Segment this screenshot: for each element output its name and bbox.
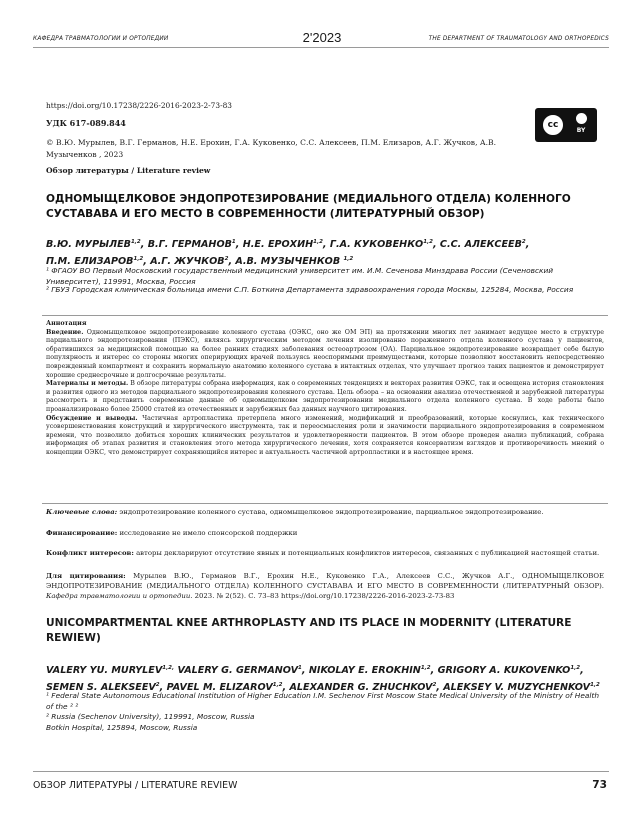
article-title-ru: ОДНОМЫЩЕЛКОВОЕ ЭНДОПРОТЕЗИРОВАНИЕ (МЕДИАЛЬНОГО ОТДЕЛА) КОЛЕННОГО СУСТАВАВА И ЕГО МЕСТО В СОВРЕМЕННОСТИ (ЛИТЕРАТУРНЫЙ ОБЗОР) — [46, 193, 571, 220]
footer-divider — [33, 771, 609, 772]
keywords-text: эндопротезирование коленного сустава, одномыщелковое эндопротезирование, парциальное эндопротезирование. — [117, 508, 544, 516]
keywords — [46, 508, 606, 516]
affiliation-ru-1: ¹ ФГАОУ ВО Первый Московский государственный медицинский университет им. И.М. Сеченова Минздрава России (Сеченовский Университет), 119991, Москва, Россия — [46, 266, 554, 286]
copyright-line: © В.Ю. Мурылев, В.Г. Германов, Н.Е. Ерохин, Г.А. Куковенко, С.С. Алексеев, П.М. Елизаров, А.Г. Жучков, А.В. Музыченков , 2023 — [46, 138, 497, 159]
citation-journal: Кафедра травматологии и ортопедии. — [46, 592, 193, 600]
issue-number: 2'2023 — [302, 30, 342, 45]
abstract-text — [46, 320, 604, 458]
abstract-box — [42, 315, 608, 504]
footer-section: ОБЗОР ЛИТЕРАТУРЫ / LITERATURE REVIEW — [33, 780, 238, 791]
conflict-of-interest — [46, 549, 606, 557]
citation — [46, 571, 604, 601]
journal-header-right: THE DEPARTMENT OF TRAUMATOLOGY AND ORTHOPEDICS — [428, 36, 609, 42]
page-number: 73 — [592, 779, 607, 791]
journal-header-left: КАФЕДРА ТРАВМАТОЛОГИИ И ОРТОПЕДИИ — [33, 36, 169, 42]
funding-label: Финансирование: — [46, 529, 118, 537]
keywords-label: Ключевые слова: — [46, 508, 118, 516]
citation-tail: 2023. № 2(52). С. 73–83 https://doi.org/10.17238/2226-2016-2023-2-73-83 — [192, 592, 455, 600]
cc-by-license-badge[interactable] — [535, 108, 597, 142]
methods-label: Материалы и методы. — [46, 380, 129, 388]
conflict-text: авторы декларируют отсутствие явных и потенциальных конфликтов интересов, связанных с публикацией настоящей статьи. — [133, 549, 600, 557]
person-icon — [576, 113, 587, 124]
conflict-label: Конфликт интересов: — [46, 549, 134, 557]
funding — [46, 529, 606, 537]
discussion-label: Обсуждение и выводы. — [46, 414, 138, 422]
cc-icon: cc — [541, 113, 565, 137]
by-icon — [570, 113, 592, 137]
authors-ru: В.Ю. МУРЫЛЕВ$^{1,2}$, В.Г. ГЕРМАНОВ$^1$, Н.Е. ЕРОХИН$^{1,2}$, Г.А. КУКОВЕНКО$^{1,2}$, С.С. АЛЕКСЕЕВ$^2$, П.М. ЕЛИЗАРОВ$^{1,2}$, А.Г. ЖУЧКОВ$^2$, А.В. МУЗЫЧЕНКОВ $^{1,2}$ — [46, 239, 530, 268]
discussion-text: Частичная артропластика претерпела много изменений, модификаций и преобразований, которые коснулись, как технического усовершенствования конструкций и хирургического инструмента, так и переосмысления роли и значимости парциального эндопротезирования в современном времени, что позволило добиться хороших клинических результатов и удовлетворенности пациентов. В этом обзоре проведен анализ публикаций, собрана информация об этапах развития и становления этого метода хирургического лечения, хотя сохраняется консерватизм взглядов и противоречивость мнений о концепции ОЭКС, что демонстрирует сохраняющийся интерес и актуальность частичной артропластики и в настоящее время. — [46, 414, 604, 456]
affiliation-en-2: ² Russia (Sechenov University), 119991, Moscow, Russia Botkin Hospital, 125894, Moscow, Russia — [46, 712, 255, 732]
methods-text: В обзоре литературы собрана информация, как о современных тенденциях и векторах развития ОЭКС, так и освещена история становления и развития одного из методов парциального эндопротезирования коленного сустава. Цель обзора – на основании анализа отечественной и зарубежной литературы рассмотреть и представить современные данные об одномыщелковм эндопротезировании медиального отдела коленного сустава. В ходе работы было проанализировано более 25000 статей из отечественных и зарубежных баз данных научного цитирования. — [46, 380, 604, 413]
udk-code: УДК 617-089.844 — [46, 118, 126, 128]
citation-label: Для цитирования: — [46, 572, 126, 580]
abstract-heading: Аннотация — [46, 320, 87, 327]
authors-en: VALERY YU. $MURYLEV^{1,2,}$ VALERY G. GERMANOV$^1$, NIKOLAY E. EROKHIN$^{1,2}$, GRIGORY A. KUKOVENKO$^{1,2}$, SEMEN S. ALEKSEEV$^2$, PAVEL M. ELIZAROV$^{1,2}$, ALEXANDER G. ZHUCHKOV$^2$, ALEKSEY V. MUZYCHENKOV$^{1,2}$ — [46, 665, 600, 694]
article-title-en: UNICOMPARTMENTAL KNEE ARTHROPLASTY AND ITS PLACE IN MODERNITY (LITERATURE REWIEW) — [46, 617, 572, 644]
affiliation-ru-2: ² ГБУЗ Городская клиническая больница имени С.П. Боткина Департамента здравоохранения города Москвы, 125284, Москва, Россия — [46, 285, 574, 294]
citation-text: Мурылев В.Ю., Германов В.Г., Ерохин Н.Е., Куковенко Г.А., Алексеев С.С., Жучков А.Г., ОДНОМЫЩЕЛКОВОЕ ЭНДОПРОТЕЗИРОВАНИЕ (МЕДИАЛЬНОГО ОТДЕЛА) КОЛЕННОГО СУСТАВАВА И ЕГО МЕСТО В СОВРЕМЕННОСТИ (ЛИТЕРАТУРНЫЙ ОБЗОР). — [46, 572, 604, 590]
doi-link[interactable]: https://doi.org/10.17238/2226-2016-2023-2-73-83 — [46, 101, 232, 110]
intro-label: Введение. — [46, 328, 84, 336]
header-divider — [33, 47, 609, 48]
by-label: BY — [570, 127, 592, 134]
intro-text: Одномыщелковое эндопротезирование коленного сустава (ОЭКС, оно же ОМ ЭП) на протяжении многих лет занимает ведущее место в структуре парциального эндопротезирования (ПЭКС), являясь хирургическим методом лечения изолированно пораженного отдела коленного сустава у пациентов, обратившихся за медицинской помощью на более ранних стадиях заболевания остеоартрозом (ОА). Парциальное эндопротезирование возвращает себе былую популярность и интерес со стороны многих оперирующих врачей пользуясь неоспоримыми преимуществами, которые позволяют восстановить непосредственно поврежденный компартмент и сохранить нормальную анатомию коленного сустава в интактных отделах, что улучшает прогноз таких пациентов и демонстрирует хорошие среднесрочные и долгосрочные результаты. — [46, 328, 604, 379]
article-type: Обзор литературы / Literature review — [46, 166, 211, 175]
funding-text: исследование не имело спонсорской поддержки — [117, 529, 298, 537]
affiliation-en-1: ¹ Federal State Autonomous Educational Institution of Higher Education I.M. Sechenov First Moscow State Medical University of the Ministry of Health of the ² ² — [46, 691, 600, 711]
